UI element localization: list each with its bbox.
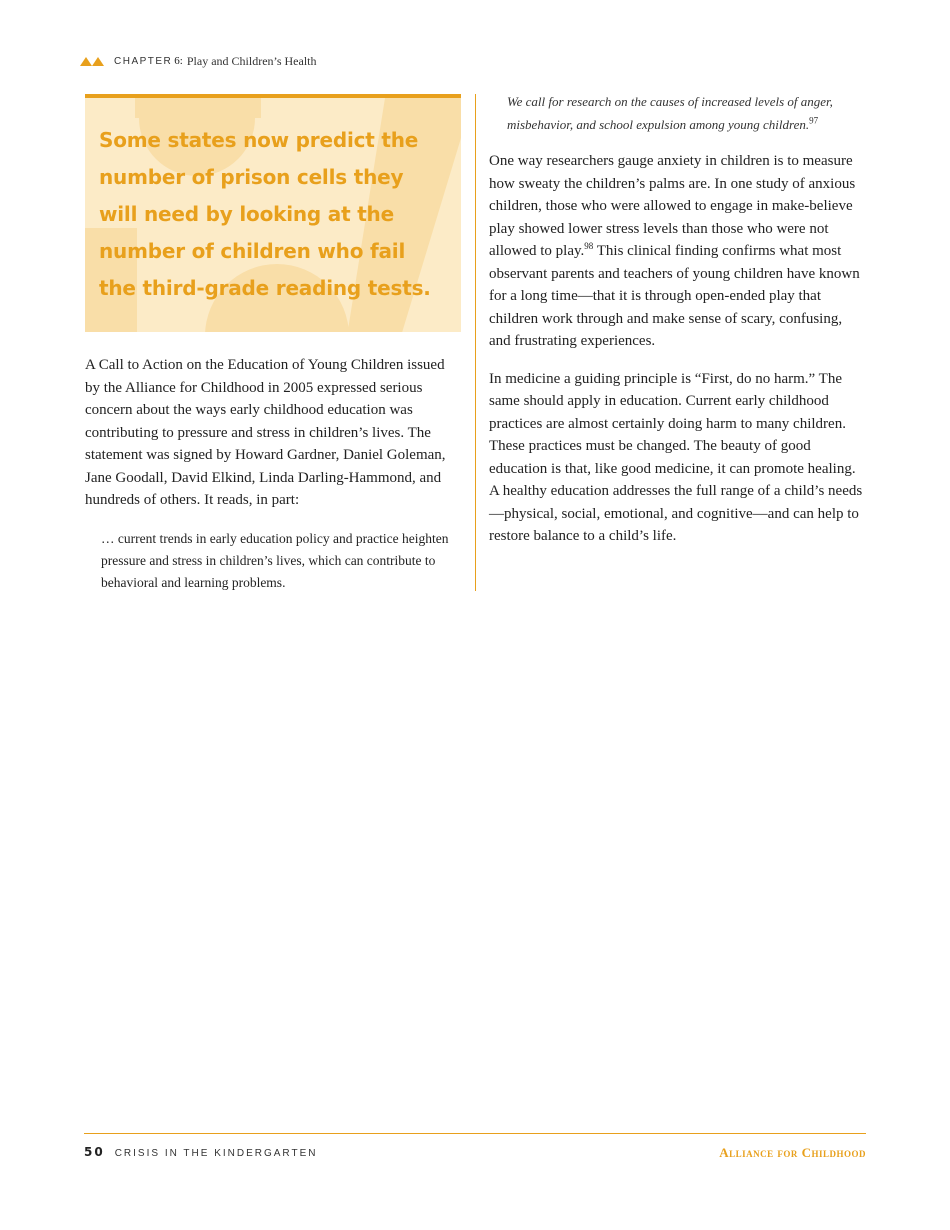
call-to-action-paragraph: A Call to Action on the Education of Young Children issued by the Alliance for Childhood in 2005 expressed serious concern about the ways early childhood education was contributing to pressure and stress in children’s lives. The statement was signed by Howard Gardner, Daniel Goleman, Jane Goodall, David Elkind, Linda Darling-Hammond, and hundreds of others. It reads, in part: [85, 357, 446, 508]
medicine-paragraph: In medicine a guiding principle is “First, do no harm.” The same should apply in education. Current early childhood practices are almost certainly doing harm to many children. These practices must be changed. The beauty of good education is that, like good medicine, it can promote healing. A healthy education addresses the full range of a child’s needs—physical, social, emotional, and cognitive—and can help to restore balance to a child’s life. [489, 370, 863, 544]
page-number: 50 [84, 1145, 105, 1159]
book-title: CRISIS IN THE KINDERGARTEN [114, 1148, 318, 1159]
epigraph-text: We call for research on the causes of increased levels of anger, misbehavior, and school expulsion among young children. [507, 94, 833, 132]
anxiety-paragraph [489, 150, 867, 353]
chapter-label: CHAPTER [114, 55, 173, 67]
column-divider [475, 94, 476, 591]
pullquote-box [85, 94, 461, 332]
anxiety-text-a: One way researchers gauge anxiety in children is to measure how sweaty the children’s palms are. In one study of anxious children, those who were allowed to engage in make-believe play showed lower stress levels than those who were not allowed to play. [489, 153, 856, 259]
running-header [80, 53, 317, 69]
left-column [85, 354, 463, 594]
anxiety-text-b: This clinical finding confirms what most observant parents and teachers of young children have known for a long time—that it is through open-ended play that children work through and make sense of scary, confusing, and frustrating experiences. [489, 243, 860, 349]
block-quotation: … current trends in early education policy and practice heighten pressure and stress in children’s lives, which can contribute to behavioral and learning problems. [101, 530, 449, 590]
footnote-ref-97: 97 [809, 115, 819, 126]
epigraph-quote [507, 90, 867, 136]
footnote-ref-98: 98 [584, 241, 594, 251]
publisher-name: Alliance for Childhood [719, 1145, 866, 1160]
chapter-number: 6: [174, 55, 183, 67]
right-column [489, 90, 867, 548]
pullquote-text: Some states now predict the number of prison cells they will need by looking at the number of children who fail the third-grade reading tests. [99, 128, 431, 300]
footer-rule [84, 1133, 866, 1134]
footer-left [84, 1145, 317, 1159]
alliance-logo-icon [80, 56, 106, 66]
chapter-title: Play and Children’s Health [186, 53, 317, 68]
